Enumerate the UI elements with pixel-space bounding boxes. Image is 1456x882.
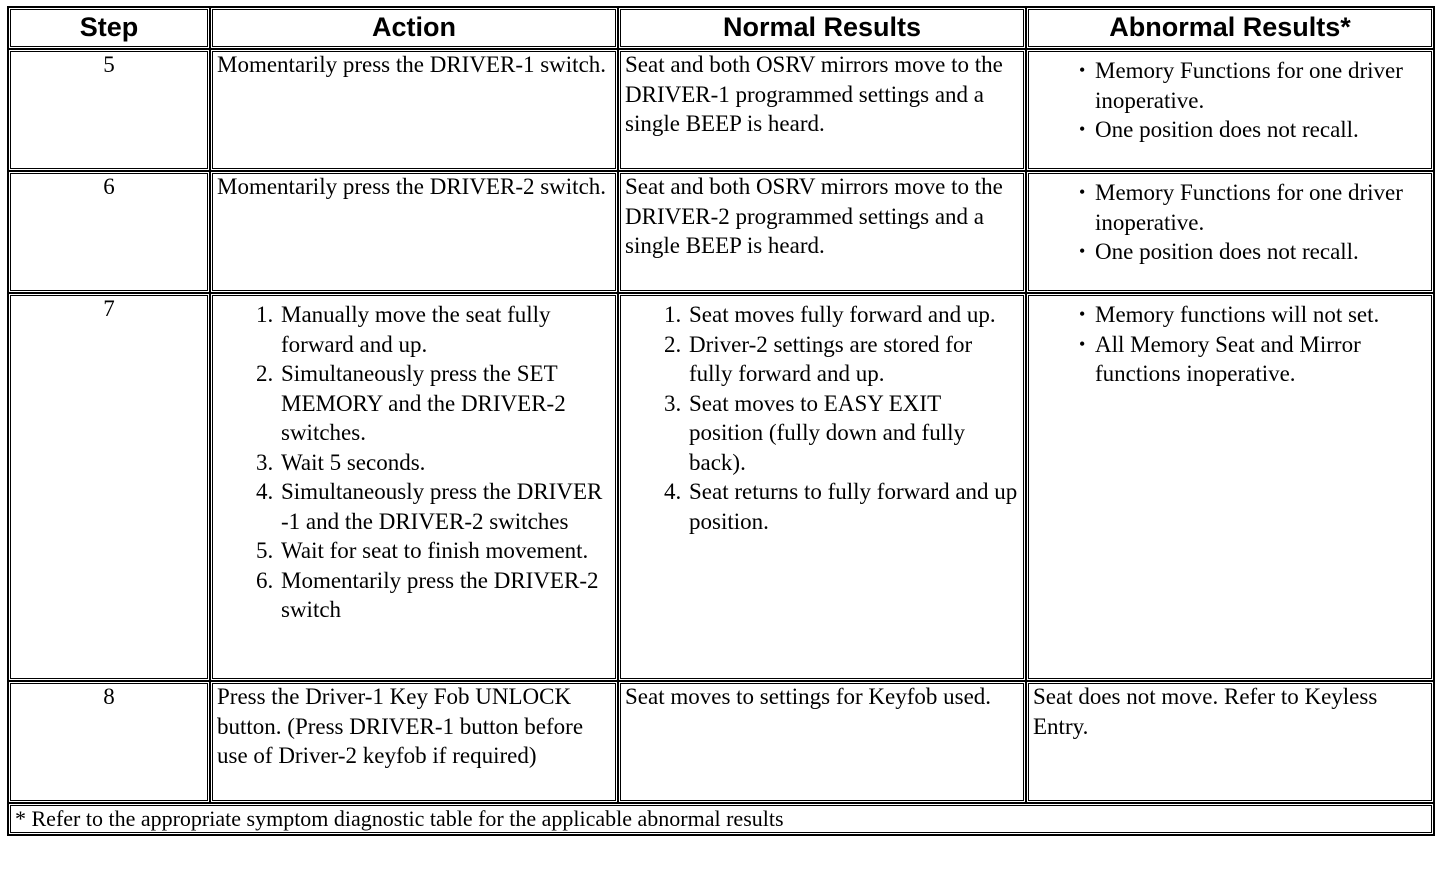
table-row <box>8 49 1434 171</box>
list-item: 4. Seat returns to fully forward and up position. <box>687 477 1019 536</box>
abnormal-results-cell <box>1026 171 1434 293</box>
table-row <box>8 681 1434 803</box>
list-item: • All Memory Seat and Mirror functions inoperative. <box>1079 331 1361 386</box>
step-number: 6 <box>8 171 210 293</box>
action-cell: Press the Driver-1 Key Fob UNLOCK button. (Press DRIVER-1 button before use of Driver-2 keyfob if required) <box>210 681 618 803</box>
list-item: • Memory Functions for one driver inoperative. <box>1079 180 1403 235</box>
header-action: Action <box>210 7 618 49</box>
list-item: 1. Manually move the seat fully forward and up. <box>279 300 611 359</box>
list-item: 4. Simultaneously press the DRIVER -1 and the DRIVER-2 switches <box>279 477 611 536</box>
action-cell: Momentarily press the DRIVER-1 switch. <box>210 49 618 171</box>
list-item: 5. Wait for seat to finish movement. <box>279 536 611 566</box>
normal-results-cell <box>618 293 1026 681</box>
normal-results-cell: Seat moves to settings for Keyfob used. <box>618 681 1026 803</box>
header-normal-results: Normal Results <box>618 7 1026 49</box>
step-number: 7 <box>8 293 210 681</box>
list-item: • One position does not recall. <box>1079 117 1359 142</box>
action-cell: Momentarily press the DRIVER-2 switch. <box>210 171 618 293</box>
table-row <box>8 171 1434 293</box>
abnormal-results-cell: Seat does not move. Refer to Keyless Entry. <box>1026 681 1434 803</box>
footnote-row <box>8 803 1434 835</box>
step-number: 8 <box>8 681 210 803</box>
list-item: 3. Seat moves to EASY EXIT position (fully down and fully back). <box>687 389 1019 478</box>
list-item: 2. Simultaneously press the SET MEMORY and the DRIVER-2 switches. <box>279 359 611 448</box>
header-row <box>8 7 1434 49</box>
header-abnormal-results: Abnormal Results* <box>1026 7 1434 49</box>
table-row <box>8 293 1434 681</box>
diagnostic-table <box>7 6 1435 836</box>
abnormal-results-cell <box>1026 293 1434 681</box>
footnote: * Refer to the appropriate symptom diagnostic table for the applicable abnormal results <box>8 803 1434 835</box>
step-number: 5 <box>8 49 210 171</box>
list-item: 2. Driver-2 settings are stored for fully forward and up. <box>687 330 1019 389</box>
list-item: 3. Wait 5 seconds. <box>279 448 611 478</box>
list-item: • Memory functions will not set. <box>1079 302 1380 327</box>
header-step: Step <box>8 7 210 49</box>
list-item: 6. Momentarily press the DRIVER-2 switch <box>279 566 611 625</box>
list-item: 1. Seat moves fully forward and up. <box>687 300 1019 330</box>
abnormal-results-cell <box>1026 49 1434 171</box>
action-cell <box>210 293 618 681</box>
normal-results-cell: Seat and both OSRV mirrors move to the DRIVER-1 programmed settings and a single BEEP is heard. <box>618 49 1026 171</box>
normal-results-cell: Seat and both OSRV mirrors move to the DRIVER-2 programmed settings and a single BEEP is heard. <box>618 171 1026 293</box>
list-item: • Memory Functions for one driver inoperative. <box>1079 58 1403 113</box>
list-item: • One position does not recall. <box>1079 239 1359 264</box>
